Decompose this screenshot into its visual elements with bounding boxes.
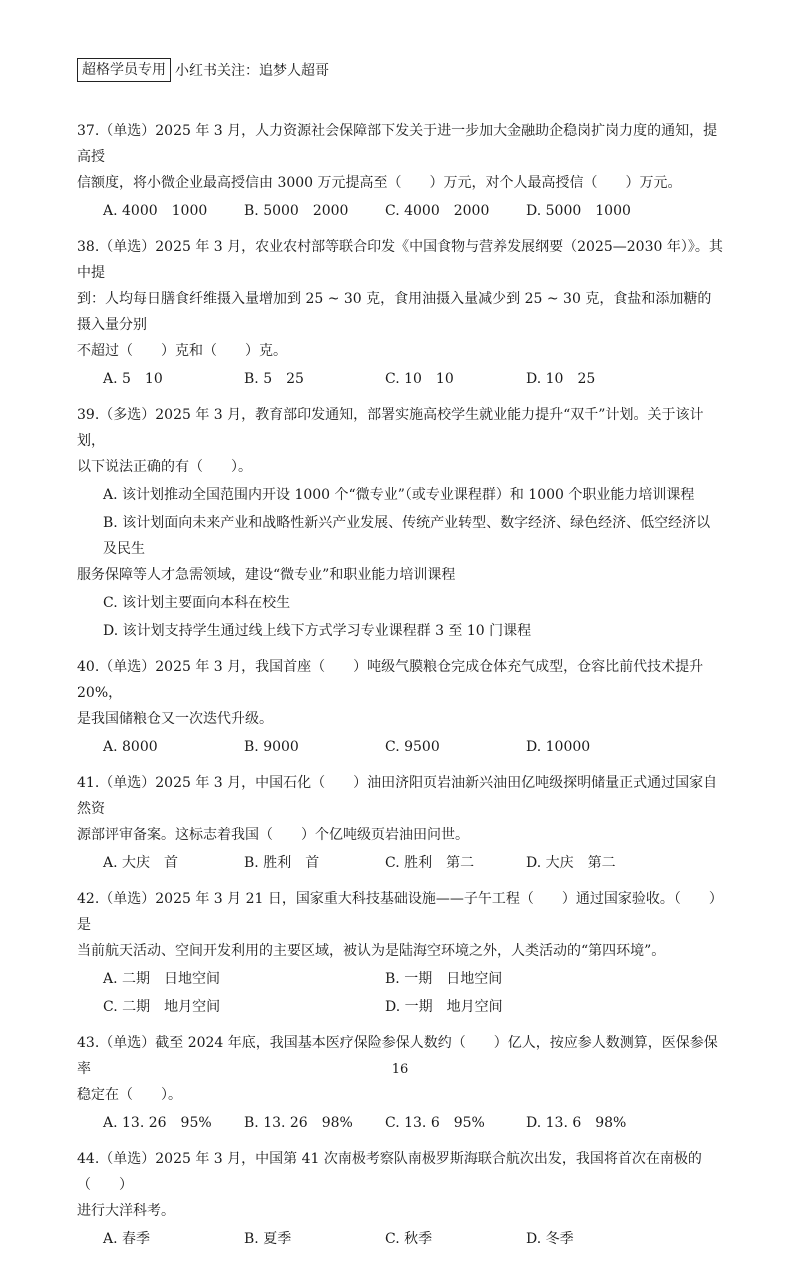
options-row	[103, 966, 723, 992]
option-c: C. 秋季	[385, 1231, 433, 1247]
question-stem-line: 当前航天活动、空间开发利用的主要区域，被认为是陆海空环境之外，人类活动的“第四环境”。	[77, 943, 666, 959]
question-stem-line: 41.（单选）2025 年 3 月，中国石化（ ）油田济阳页岩油新兴油田亿吨级探明储量正式通过国家自然资	[77, 775, 718, 817]
option-d: D. 10 25	[526, 371, 596, 387]
question-37	[77, 118, 723, 224]
option-b: B. 5000 2000	[244, 203, 349, 219]
option-c: C. 4000 2000	[385, 203, 490, 219]
question-38	[77, 234, 723, 392]
option-b: B. 夏季	[244, 1231, 292, 1247]
exclusive-badge: 超格学员专用	[77, 58, 171, 82]
question-42	[77, 886, 723, 1020]
option-b: B. 9000	[244, 739, 299, 755]
question-stem-line: 进行大洋科考。	[77, 1203, 175, 1219]
option-d: D. 13. 6 98%	[526, 1115, 627, 1131]
question-stem-line: 42.（单选）2025 年 3 月 21 日，国家重大科技基础设施——子午工程（ ）通过国家验收。（ ）是	[77, 891, 723, 933]
question-44	[77, 1146, 723, 1252]
option-d: D. 该计划支持学生通过线上线下方式学习专业课程群 3 至 10 门课程	[103, 623, 532, 639]
option-a: A. 该计划推动全国范围内开设 1000 个“微专业”（或专业课程群）和 1000 个职业能力培训课程	[103, 487, 695, 503]
option-a: A. 二期 日地空间	[103, 971, 221, 987]
option-c: C. 13. 6 95%	[385, 1115, 485, 1131]
question-stem-line: 稳定在（ ）。	[77, 1087, 182, 1103]
options-row	[103, 994, 723, 1020]
option-a: A. 春季	[103, 1231, 151, 1247]
question-stem-line: 不超过（ ）克和（ ）克。	[77, 343, 287, 359]
question-40	[77, 654, 723, 760]
page-number: 16	[391, 1062, 409, 1077]
option-c: C. 胜利 第二	[385, 855, 475, 871]
options	[77, 482, 723, 644]
option-b: B. 一期 日地空间	[385, 971, 503, 987]
question-43	[77, 1030, 723, 1136]
options	[103, 198, 723, 224]
question-stem-line: 信额度，将小微企业最高授信由 3000 万元提高至（ ）万元，对个人最高授信（ ）万元。	[77, 175, 682, 191]
question-stem-line: 是我国储粮仓又一次迭代升级。	[77, 711, 273, 727]
option-b: B. 13. 26 98%	[244, 1115, 353, 1131]
option-a: A. 大庆 首	[103, 855, 179, 871]
option-d: D. 10000	[526, 739, 591, 755]
option-a: A. 8000	[103, 739, 158, 755]
question-stem-line: 37.（单选）2025 年 3 月，人力资源社会保障部下发关于进一步加大金融助企稳岗扩岗力度的通知，提高授	[77, 123, 718, 165]
question-list	[77, 118, 723, 1262]
question-stem-line: 源部评审备案。这标志着我国（ ）个亿吨级页岩油田问世。	[77, 827, 469, 843]
option-c: C. 二期 地月空间	[103, 999, 221, 1015]
option-b: B. 5 25	[244, 371, 304, 387]
header-note: 小红书关注：追梦人超哥	[175, 63, 329, 79]
question-stem-line: 到：人均每日膳食纤维摄入量增加到 25 ~ 30 克，食用油摄入量减少到 25 ~ 30 克，食盐和添加糖的摄入量分别	[77, 291, 712, 333]
option-b: B. 胜利 首	[244, 855, 320, 871]
options	[103, 366, 723, 392]
option-a: A. 13. 26 95%	[103, 1115, 212, 1131]
option-line: B. 该计划面向未来产业和战略性新兴产业发展、传统产业转型、数字经济、绿色经济、低空经济以及民生	[103, 515, 711, 557]
option-line: 服务保障等人才急需领域，建设“微专业”和职业能力培训课程	[77, 567, 456, 583]
header	[77, 58, 329, 82]
option-c: C. 10 10	[385, 371, 454, 387]
option-b	[77, 510, 723, 588]
options	[103, 1110, 723, 1136]
question-stem-line: 43.（单选）截至 2024 年底，我国基本医疗保险参保人数约（ ）亿人，按应参人数测算，医保参保率	[77, 1035, 718, 1077]
question-stem-line: 39.（多选）2025 年 3 月，教育部印发通知，部署实施高校学生就业能力提升“双千”计划。关于该计划，	[77, 407, 704, 449]
option-a: A. 5 10	[103, 371, 163, 387]
question-stem-line: 以下说法正确的有（ ）。	[77, 459, 252, 475]
option-d: D. 冬季	[526, 1231, 574, 1247]
question-41	[77, 770, 723, 876]
option-d: D. 5000 1000	[526, 203, 631, 219]
option-d: D. 一期 地月空间	[385, 999, 503, 1015]
options	[103, 734, 723, 760]
question-stem-line: 44.（单选）2025 年 3 月，中国第 41 次南极考察队南极罗斯海联合航次出发，我国将首次在南极的（ ）	[77, 1151, 702, 1193]
question-stem-line: 40.（单选）2025 年 3 月，我国首座（ ）吨级气膜粮仓完成仓体充气成型，仓容比前代技术提升 20%，	[77, 659, 704, 701]
option-a: A. 4000 1000	[103, 203, 208, 219]
options	[103, 1226, 723, 1252]
option-d: D. 大庆 第二	[526, 855, 616, 871]
option-c: C. 该计划主要面向本科在校生	[103, 595, 291, 611]
option-c: C. 9500	[385, 739, 440, 755]
question-39	[77, 402, 723, 644]
question-stem-line: 38.（单选）2025 年 3 月，农业农村部等联合印发《中国食物与营养发展纲要（2025—2030 年）》。其中提	[77, 239, 723, 281]
options	[103, 850, 723, 876]
